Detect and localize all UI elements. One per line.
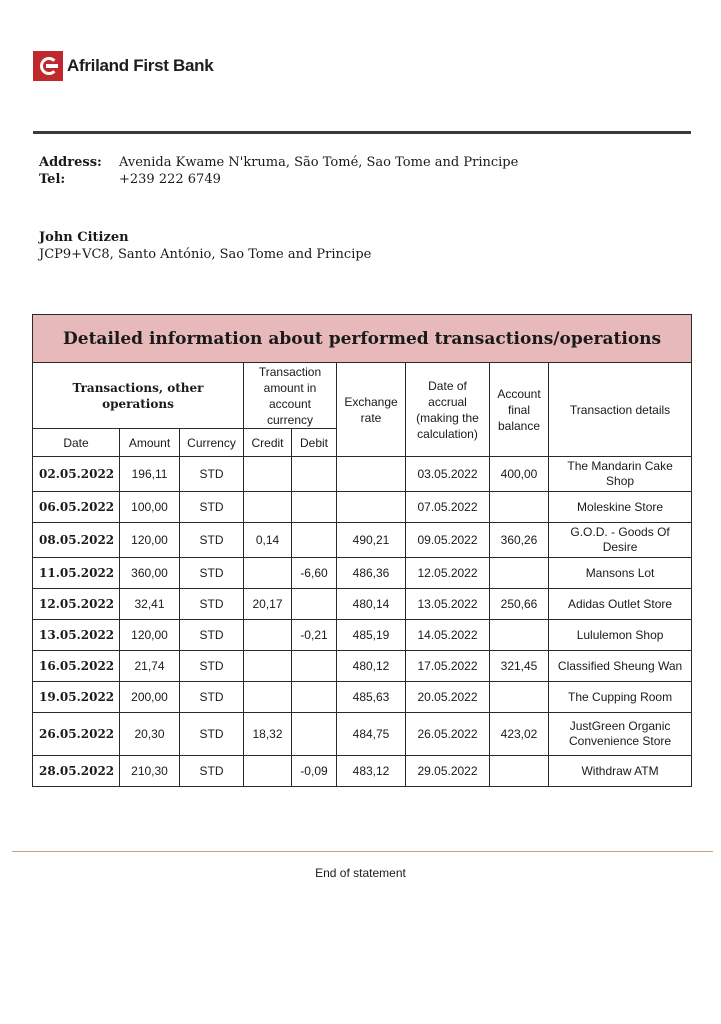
table-row bbox=[33, 620, 692, 651]
cell-date: 12.05.2022 bbox=[33, 589, 120, 620]
cell-balance: 360,26 bbox=[490, 523, 549, 558]
cell-amount: 21,74 bbox=[120, 651, 180, 682]
cell-details: Adidas Outlet Store bbox=[549, 589, 692, 620]
cell-currency: STD bbox=[180, 523, 244, 558]
cell-currency: STD bbox=[180, 682, 244, 713]
cell-balance: 250,66 bbox=[490, 589, 549, 620]
cell-currency: STD bbox=[180, 558, 244, 589]
cell-details: The Cupping Room bbox=[549, 682, 692, 713]
cell-rate: 490,21 bbox=[337, 523, 406, 558]
cell-rate bbox=[337, 457, 406, 492]
cell-rate: 485,63 bbox=[337, 682, 406, 713]
header-date: Date bbox=[33, 429, 120, 457]
cell-rate: 480,12 bbox=[337, 651, 406, 682]
address-label: Address: bbox=[39, 155, 102, 170]
cell-details: JustGreen Organic Convenience Store bbox=[549, 713, 692, 756]
header-final-balance: Account final balance bbox=[490, 363, 549, 457]
cell-balance bbox=[490, 492, 549, 523]
cell-details: Mansons Lot bbox=[549, 558, 692, 589]
cell-details: The Mandarin Cake Shop bbox=[549, 457, 692, 492]
cell-balance: 423,02 bbox=[490, 713, 549, 756]
header-date-of-accrual: Date of accrual (making the calculation) bbox=[406, 363, 490, 457]
bank-logo bbox=[33, 48, 213, 84]
table-title: Detailed information about performed transactions/operations bbox=[33, 315, 692, 363]
cell-debit: -0,21 bbox=[292, 620, 337, 651]
cell-accrual: 09.05.2022 bbox=[406, 523, 490, 558]
cell-date: 26.05.2022 bbox=[33, 713, 120, 756]
cell-rate bbox=[337, 492, 406, 523]
cell-balance bbox=[490, 756, 549, 787]
cell-amount: 210,30 bbox=[120, 756, 180, 787]
table-row bbox=[33, 523, 692, 558]
cell-debit: -0,09 bbox=[292, 756, 337, 787]
cell-accrual: 20.05.2022 bbox=[406, 682, 490, 713]
cell-rate: 486,36 bbox=[337, 558, 406, 589]
header-exchange-rate: Exchange rate bbox=[337, 363, 406, 457]
cell-credit bbox=[244, 620, 292, 651]
cell-currency: STD bbox=[180, 651, 244, 682]
cell-currency: STD bbox=[180, 620, 244, 651]
table-row bbox=[33, 589, 692, 620]
cell-details: G.O.D. - Goods Of Desire bbox=[549, 523, 692, 558]
cell-rate: 485,19 bbox=[337, 620, 406, 651]
cell-date: 28.05.2022 bbox=[33, 756, 120, 787]
header-details: Transaction details bbox=[549, 363, 692, 457]
client-address: JCP9+VC8, Santo António, Sao Tome and Principe bbox=[39, 247, 372, 262]
cell-amount: 100,00 bbox=[120, 492, 180, 523]
cell-debit: -6,60 bbox=[292, 558, 337, 589]
cell-amount: 200,00 bbox=[120, 682, 180, 713]
cell-balance: 321,45 bbox=[490, 651, 549, 682]
cell-currency: STD bbox=[180, 589, 244, 620]
bank-contact bbox=[39, 154, 518, 188]
header-transactions: Transactions, other operations bbox=[33, 363, 244, 429]
cell-balance bbox=[490, 620, 549, 651]
cell-rate: 483,12 bbox=[337, 756, 406, 787]
cell-date: 08.05.2022 bbox=[33, 523, 120, 558]
client-name: John Citizen bbox=[39, 230, 129, 245]
cell-credit bbox=[244, 682, 292, 713]
cell-date: 11.05.2022 bbox=[33, 558, 120, 589]
cell-accrual: 17.05.2022 bbox=[406, 651, 490, 682]
cell-accrual: 14.05.2022 bbox=[406, 620, 490, 651]
cell-currency: STD bbox=[180, 457, 244, 492]
cell-accrual: 26.05.2022 bbox=[406, 713, 490, 756]
cell-credit bbox=[244, 756, 292, 787]
cell-debit bbox=[292, 523, 337, 558]
cell-details: Lululemon Shop bbox=[549, 620, 692, 651]
cell-debit bbox=[292, 492, 337, 523]
cell-accrual: 12.05.2022 bbox=[406, 558, 490, 589]
cell-amount: 360,00 bbox=[120, 558, 180, 589]
bank-logo-icon bbox=[33, 51, 63, 81]
cell-details: Moleskine Store bbox=[549, 492, 692, 523]
footer-divider bbox=[12, 851, 713, 852]
tel-label: Tel: bbox=[39, 172, 66, 187]
cell-date: 16.05.2022 bbox=[33, 651, 120, 682]
cell-details: Withdraw ATM bbox=[549, 756, 692, 787]
cell-credit: 20,17 bbox=[244, 589, 292, 620]
header-credit: Credit bbox=[244, 429, 292, 457]
cell-accrual: 29.05.2022 bbox=[406, 756, 490, 787]
cell-rate: 484,75 bbox=[337, 713, 406, 756]
header-currency: Currency bbox=[180, 429, 244, 457]
cell-credit: 18,32 bbox=[244, 713, 292, 756]
end-of-statement: End of statement bbox=[315, 866, 406, 880]
table-row bbox=[33, 756, 692, 787]
cell-accrual: 13.05.2022 bbox=[406, 589, 490, 620]
cell-balance: 400,00 bbox=[490, 457, 549, 492]
cell-credit bbox=[244, 558, 292, 589]
cell-balance bbox=[490, 558, 549, 589]
table-row bbox=[33, 682, 692, 713]
cell-currency: STD bbox=[180, 492, 244, 523]
bank-name: Afriland First Bank bbox=[67, 56, 214, 75]
cell-debit bbox=[292, 682, 337, 713]
cell-credit bbox=[244, 457, 292, 492]
cell-debit bbox=[292, 589, 337, 620]
cell-currency: STD bbox=[180, 756, 244, 787]
transactions-table bbox=[32, 314, 692, 787]
cell-debit bbox=[292, 457, 337, 492]
cell-amount: 120,00 bbox=[120, 523, 180, 558]
cell-rate: 480,14 bbox=[337, 589, 406, 620]
table-row bbox=[33, 651, 692, 682]
table-row bbox=[33, 457, 692, 492]
cell-date: 19.05.2022 bbox=[33, 682, 120, 713]
cell-credit bbox=[244, 492, 292, 523]
cell-debit bbox=[292, 651, 337, 682]
cell-amount: 32,41 bbox=[120, 589, 180, 620]
address-value: Avenida Kwame N'kruma, São Tomé, Sao Tome and Principe bbox=[119, 155, 519, 170]
header-amount-in-currency: Transaction amount in account currency bbox=[244, 363, 337, 429]
table-row bbox=[33, 713, 692, 756]
cell-amount: 20,30 bbox=[120, 713, 180, 756]
header-debit: Debit bbox=[292, 429, 337, 457]
cell-credit: 0,14 bbox=[244, 523, 292, 558]
table-row bbox=[33, 558, 692, 589]
cell-balance bbox=[490, 682, 549, 713]
client-info bbox=[39, 229, 371, 263]
cell-details: Classified Sheung Wan bbox=[549, 651, 692, 682]
header-divider bbox=[33, 131, 691, 134]
cell-date: 02.05.2022 bbox=[33, 457, 120, 492]
cell-amount: 120,00 bbox=[120, 620, 180, 651]
cell-accrual: 07.05.2022 bbox=[406, 492, 490, 523]
cell-date: 13.05.2022 bbox=[33, 620, 120, 651]
cell-date: 06.05.2022 bbox=[33, 492, 120, 523]
cell-currency: STD bbox=[180, 713, 244, 756]
cell-amount: 196,11 bbox=[120, 457, 180, 492]
table-row bbox=[33, 492, 692, 523]
header-amount: Amount bbox=[120, 429, 180, 457]
cell-debit bbox=[292, 713, 337, 756]
tel-value: +239 222 6749 bbox=[119, 172, 221, 187]
cell-credit bbox=[244, 651, 292, 682]
cell-accrual: 03.05.2022 bbox=[406, 457, 490, 492]
